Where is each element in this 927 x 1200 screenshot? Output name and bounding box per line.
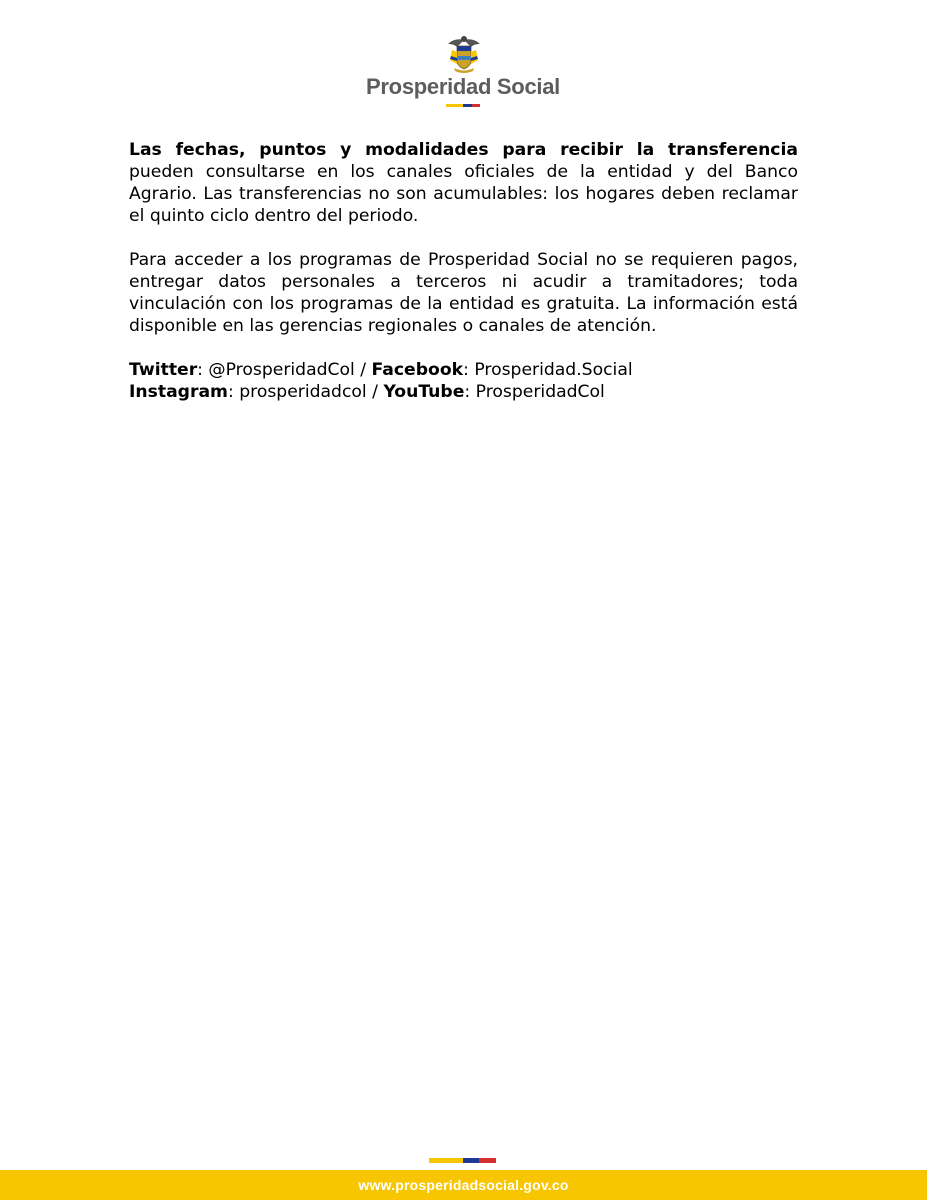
transfer-info-lead: Las fechas, puntos y modalidades para recibir la transferencia	[129, 140, 798, 160]
coat-of-arms-icon	[446, 34, 482, 74]
brand-name: Prosperidad Social	[366, 74, 560, 99]
twitter-label: Twitter	[129, 360, 198, 380]
header-flag-stripe	[446, 104, 480, 107]
instagram-label: Instagram	[129, 382, 228, 402]
footer-bar	[0, 1170, 927, 1200]
youtube-handle: : ProsperidadCol	[464, 382, 605, 402]
transfer-info-text: pueden consultarse en los canales oficiales de la entidad y del Banco Agrario. Las transferencias no son acumulables: los hogares deben reclamar el quinto ciclo dentro del periodo.	[129, 162, 798, 226]
header-logo	[358, 34, 568, 114]
social-media-links	[129, 359, 798, 403]
facebook-label: Facebook	[371, 360, 464, 380]
paragraph-transfer-info	[129, 139, 798, 227]
twitter-handle: : @ProsperidadCol /	[197, 360, 372, 380]
youtube-label: YouTube	[383, 382, 465, 402]
facebook-handle: : Prosperidad.Social	[463, 360, 633, 380]
footer-flag-stripe	[429, 1158, 496, 1163]
footer-website-link[interactable]: www.prosperidadsocial.gov.co	[358, 1177, 569, 1193]
paragraph-free-programs: Para acceder a los programas de Prosperidad Social no se requieren pagos, entregar datos personales a terceros ni acudir a tramitadores; toda vinculación con los programas de la entidad es gratuita. La información está disponible en las gerencias regionales o canales de atención.	[129, 250, 798, 336]
instagram-handle: : prosperidadcol /	[227, 382, 384, 402]
press-release-body	[129, 139, 798, 403]
